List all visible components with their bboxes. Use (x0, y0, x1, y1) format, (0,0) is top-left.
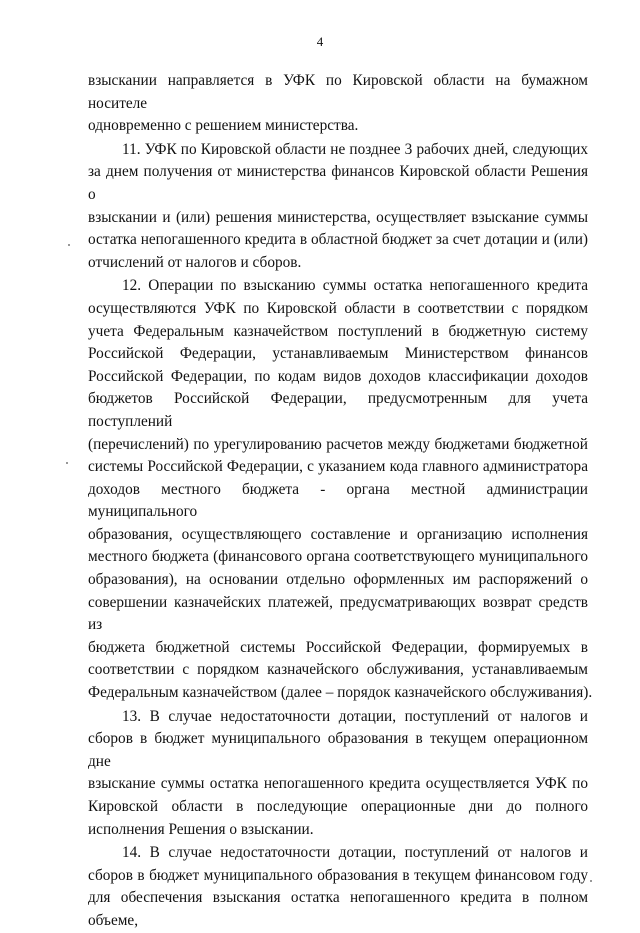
text-line: за днем получения от министерства финансов Кировской области Решения о (88, 163, 588, 203)
text-line: Федеральным казначейством (далее – порядок казначейского обслуживания). (88, 684, 593, 702)
paragraph-12 (88, 275, 593, 704)
text-line: сборов в бюджет муниципального образования в текущем операционном дне (88, 730, 588, 770)
text-line: для обеспечения взыскания остатка непогашенного кредита в полном объеме, (88, 889, 588, 929)
text-line: Кировской области в последующие операционные дни до полного (88, 798, 588, 815)
text-line: взыскании направляется в УФК по Кировской области на бумажном носителе (88, 72, 588, 112)
text-line: Российской Федерации, по кодам видов доходов классификации доходов (88, 367, 588, 385)
text-line: 14. В случае недостаточности дотации, поступлений от налогов и (122, 844, 588, 862)
scan-mark (66, 462, 68, 464)
text-line: Российской Федерации, устанавливаемым Министерством финансов (88, 345, 588, 363)
text-line: взыскании и (или) решения министерства, осуществляет взыскание суммы (88, 208, 588, 226)
text-line: совершении казначейских платежей, предусматривающих возврат средств из (88, 593, 588, 634)
text-line: 13. В случае недостаточности дотации, поступлений от налогов и (122, 707, 588, 725)
paragraph-continuation (88, 70, 588, 138)
text-line: 12. Операции по взысканию суммы остатка непогашенного кредита (122, 277, 588, 295)
paragraph-13 (88, 706, 588, 842)
text-line: отчислений от налогов и сборов. (88, 253, 302, 271)
paragraph-11 (88, 139, 588, 275)
page-number: 4 (316, 34, 324, 49)
scan-mark (590, 880, 592, 882)
document-body (88, 70, 593, 933)
text-line: доходов местного бюджета - органа местной администрации муниципального (88, 480, 588, 521)
scan-mark (68, 244, 70, 246)
text-line: системы Российской Федерации, с указанием кода главного администратора (88, 458, 588, 476)
text-line: одновременно с решением министерства. (88, 117, 359, 135)
text-line: соответствии с порядком казначейского обслуживания, устанавливаемым (88, 661, 588, 679)
text-line: образования, осуществляющего составление и организацию исполнения (88, 525, 588, 543)
text-line: бюджетов Российской Федерации, предусмотренным для учета поступлений (88, 390, 588, 430)
text-line: (перечислений) по урегулированию расчетов между бюджетами бюджетной (88, 435, 588, 453)
text-line: 11. УФК по Кировской области не позднее 3 рабочих дней, следующих (122, 140, 588, 158)
text-line: исполнения Решения о взыскании. (88, 820, 314, 838)
text-line: сборов в бюджет муниципального образования в текущем финансовом году (88, 866, 588, 884)
paragraph-14 (88, 842, 588, 932)
text-line: взыскание суммы остатка непогашенного кредита осуществляется УФК по (88, 775, 588, 793)
text-line: остатка непогашенного кредита в областной бюджет за счет дотации и (или) (88, 231, 588, 249)
text-line: осуществляются УФК по Кировской области в соответствии с порядком (88, 299, 588, 317)
text-line: бюджета бюджетной системы Российской Федерации, формируемых в (88, 638, 588, 656)
text-line: образования), на основании отдельно оформленных им распоряжений о (88, 571, 588, 589)
text-line: местного бюджета (финансового органа соответствующего муниципального (88, 548, 588, 566)
text-line: учета Федеральным казначейством поступлений в бюджетную систему (88, 322, 588, 340)
